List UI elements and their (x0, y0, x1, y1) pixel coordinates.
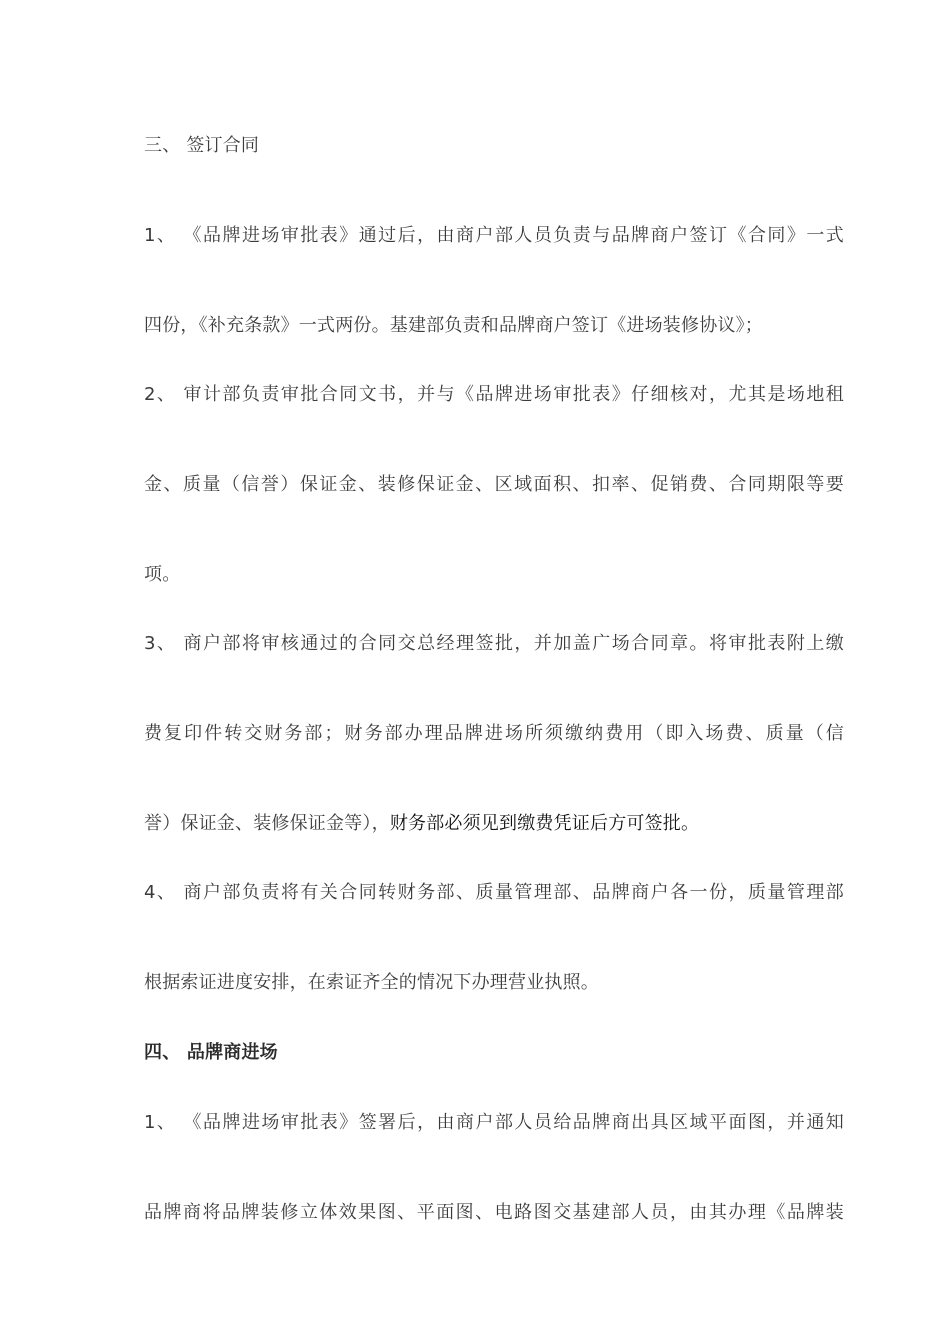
section-3-heading: 三、 签订合同 (144, 135, 260, 156)
section-3-item-3-line-3-part-b: 财务部必须见到缴费凭证后方可签批。 (389, 813, 700, 834)
section-4-item-1-line-1: 1、 《品牌进场审批表》签署后，由商户部人员给品牌商出具区域平面图，并通知 (144, 1112, 844, 1133)
section-3-item-3-line-3-part-a: 誉）保证金、装修保证金等）， (144, 813, 390, 834)
section-3-item-2-line-1: 2、 审计部负责审批合同文书，并与《品牌进场审批表》仔细核对，尤其是场地租 (144, 384, 844, 405)
section-4-item-1-line-2: 品牌商将品牌装修立体效果图、平面图、电路图交基建部人员，由其办理《品牌装 (144, 1202, 844, 1223)
section-3-item-4-line-2: 根据索证进度安排，在索证齐全的情况下办理营业执照。 (144, 972, 599, 993)
section-4-heading: 四、 品牌商进场 (144, 1042, 278, 1063)
section-3-item-2-line-2: 金、质量（信誉）保证金、装修保证金、区域面积、扣率、促销费、合同期限等要 (144, 474, 844, 495)
section-3-item-2-line-3: 项。 (144, 564, 181, 585)
section-3-item-3-line-1: 3、 商户部将审核通过的合同交总经理签批，并加盖广场合同章。将审批表附上缴 (144, 633, 844, 654)
section-3-item-1-line-2: 四份，《补充条款》一式两份。基建部负责和品牌商户签订《进场装修协议》； (144, 315, 763, 336)
section-3-item-3-line-3 (144, 812, 844, 836)
section-3-item-4-line-1: 4、 商户部负责将有关合同转财务部、质量管理部、品牌商户各一份，质量管理部 (144, 882, 844, 903)
section-3-item-1-line-1: 1、 《品牌进场审批表》通过后，由商户部人员负责与品牌商户签订《合同》一式 (144, 225, 844, 246)
section-3-item-3-line-2: 费复印件转交财务部；财务部办理品牌进场所须缴纳费用（即入场费、质量（信 (144, 723, 844, 744)
